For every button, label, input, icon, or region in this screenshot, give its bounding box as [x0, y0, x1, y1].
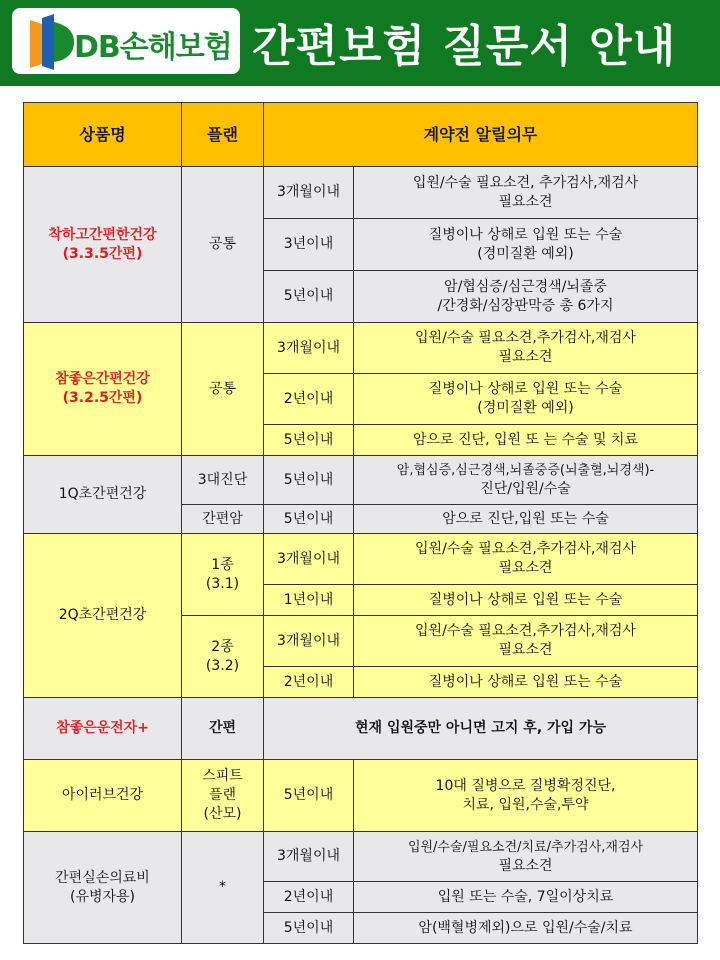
table-row: [24, 760, 698, 832]
column-header: 계약전 알릴의무: [264, 103, 698, 167]
desc-line: 10대 질병으로 질병확정진단,: [435, 777, 616, 794]
logo: [12, 8, 240, 74]
desc-cell: [354, 616, 698, 667]
period-cell: 5년이내: [264, 271, 354, 323]
desc-line: /간경화/심장판막증 총 6가지: [437, 297, 614, 314]
product-name-cell: [24, 323, 182, 456]
plan-line: 플랜: [208, 787, 237, 803]
product-name-cell: 참좋은운전자+: [24, 698, 182, 760]
desc-line: 치료, 입원,수술,투약: [462, 796, 589, 813]
desc-cell: [354, 760, 698, 832]
plan-cell: *: [182, 832, 264, 944]
plan-cell: 공통: [182, 323, 264, 456]
period-cell: 5년이내: [264, 913, 354, 944]
desc-line: (경미질환 예외): [477, 245, 574, 262]
plan-line: 1종: [211, 556, 234, 573]
desc-line: 필요소견: [498, 193, 553, 210]
desc-cell: [354, 832, 698, 882]
desc-line: (경미질환 예외): [477, 400, 574, 416]
desc-line: 질병이나 상해로 입원 또는 수술: [428, 226, 623, 243]
product-name: 착하고간편한건강: [48, 226, 157, 243]
desc-cell: 질병이나 상해로 입원 또는 수술: [354, 667, 698, 698]
desc-cell: 암으로 진단,입원 또는 수술: [354, 505, 698, 534]
table-row: [24, 698, 698, 760]
period-cell: 3개월이내: [264, 167, 354, 219]
desc-line: 필요소견: [498, 857, 553, 874]
desc-cell: [354, 456, 698, 505]
desc-cell: [354, 271, 698, 323]
db-logo-icon: [22, 12, 74, 72]
desc-line: 필요소견: [498, 642, 553, 658]
period-cell: 5년이내: [264, 425, 354, 456]
desc-line: 질병이나 상해로 입원 또는 수술: [428, 381, 623, 397]
desc-cell: [354, 167, 698, 219]
desc-line: 암/협심증/심근경색/뇌졸중: [444, 278, 607, 295]
desc-line: 필요소견: [498, 349, 553, 365]
plan-cell: [182, 760, 264, 832]
product-name-cell: [24, 167, 182, 323]
desc-cell: [354, 219, 698, 271]
desc-line: 입원/수술/필요소견/치료/추가검사,재검사: [407, 839, 644, 855]
table-header-row: [24, 103, 698, 167]
product-sub: (유병자용): [69, 888, 136, 905]
product-name-cell: 1Q초간편건강: [24, 456, 182, 534]
period-cell: 5년이내: [264, 760, 354, 832]
plan-line: 2종: [211, 638, 234, 655]
plan-line: (산모): [203, 806, 242, 822]
product-name-cell: 2Q초간편건강: [24, 534, 182, 698]
desc-line: 진단/입원/수술: [480, 481, 571, 497]
period-cell: 1년이내: [264, 585, 354, 616]
table-row: [24, 832, 698, 882]
desc-cell: [354, 323, 698, 374]
table-row: [24, 534, 698, 585]
period-cell: 3개월이내: [264, 832, 354, 882]
period-cell: 2년이내: [264, 882, 354, 913]
plan-cell: 간편: [182, 698, 264, 760]
period-cell: 3개월이내: [264, 323, 354, 374]
column-header: 상품명: [24, 103, 182, 167]
desc-line: 입원/수술 필요소견, 추가검사,재검사: [412, 174, 639, 191]
table-row: [24, 323, 698, 374]
period-cell: 5년이내: [264, 456, 354, 505]
desc-line: 입원/수술 필요소견,추가검사,재검사: [415, 330, 636, 346]
plan-cell: 3대진단: [182, 456, 264, 505]
product-sub: (3.2.5간편): [62, 390, 143, 406]
product-name: 참좋은간편건강: [55, 371, 150, 387]
plan-line: (3.1): [205, 575, 240, 592]
desc-line: 암,협심증,심근경색,뇌졸중증(뇌출혈,뇌경색)-: [396, 463, 655, 478]
product-name: 간편실손의료비: [55, 869, 150, 886]
product-sub: (3.3.5간편): [62, 245, 143, 262]
desc-line: 입원/수술 필요소견,추가검사,재검사: [415, 541, 636, 557]
desc-cell: 질병이나 상해로 입원 또는 수술: [354, 585, 698, 616]
period-cell: 3년이내: [264, 219, 354, 271]
header-banner: [0, 0, 720, 86]
period-cell: 2년이내: [264, 667, 354, 698]
desc-cell: 현재 입원중만 아니면 고지 후, 가입 가능: [264, 698, 698, 760]
plan-cell: [182, 616, 264, 698]
logo-text: DB손해보험: [74, 30, 232, 65]
plan-line: 스피트: [202, 768, 243, 784]
column-header: 플랜: [182, 103, 264, 167]
plan-cell: 공통: [182, 167, 264, 323]
desc-cell: 암으로 진단, 입원 또 는 수술 및 치료: [354, 425, 698, 456]
disclosure-table: [23, 102, 698, 944]
period-cell: 3개월이내: [264, 616, 354, 667]
period-cell: 3개월이내: [264, 534, 354, 585]
table-row: [24, 167, 698, 219]
desc-cell: [354, 374, 698, 425]
desc-line: 입원/수술 필요소견,추가검사,재검사: [415, 623, 636, 639]
table-row: [24, 456, 698, 505]
desc-line: 필요소견: [498, 560, 553, 576]
page-title: 간편보험 질문서 안내: [252, 21, 677, 72]
desc-cell: 암(백혈병제외)으로 입원/수술/치료: [354, 913, 698, 944]
product-name-cell: [24, 832, 182, 944]
desc-cell: [354, 534, 698, 585]
desc-cell: 입원 또는 수술, 7일이상치료: [354, 882, 698, 913]
plan-line: (3.2): [205, 657, 240, 674]
product-name-cell: 아이러브건강: [24, 760, 182, 832]
plan-cell: 간편암: [182, 505, 264, 534]
period-cell: 5년이내: [264, 505, 354, 534]
period-cell: 2년이내: [264, 374, 354, 425]
plan-cell: [182, 534, 264, 616]
